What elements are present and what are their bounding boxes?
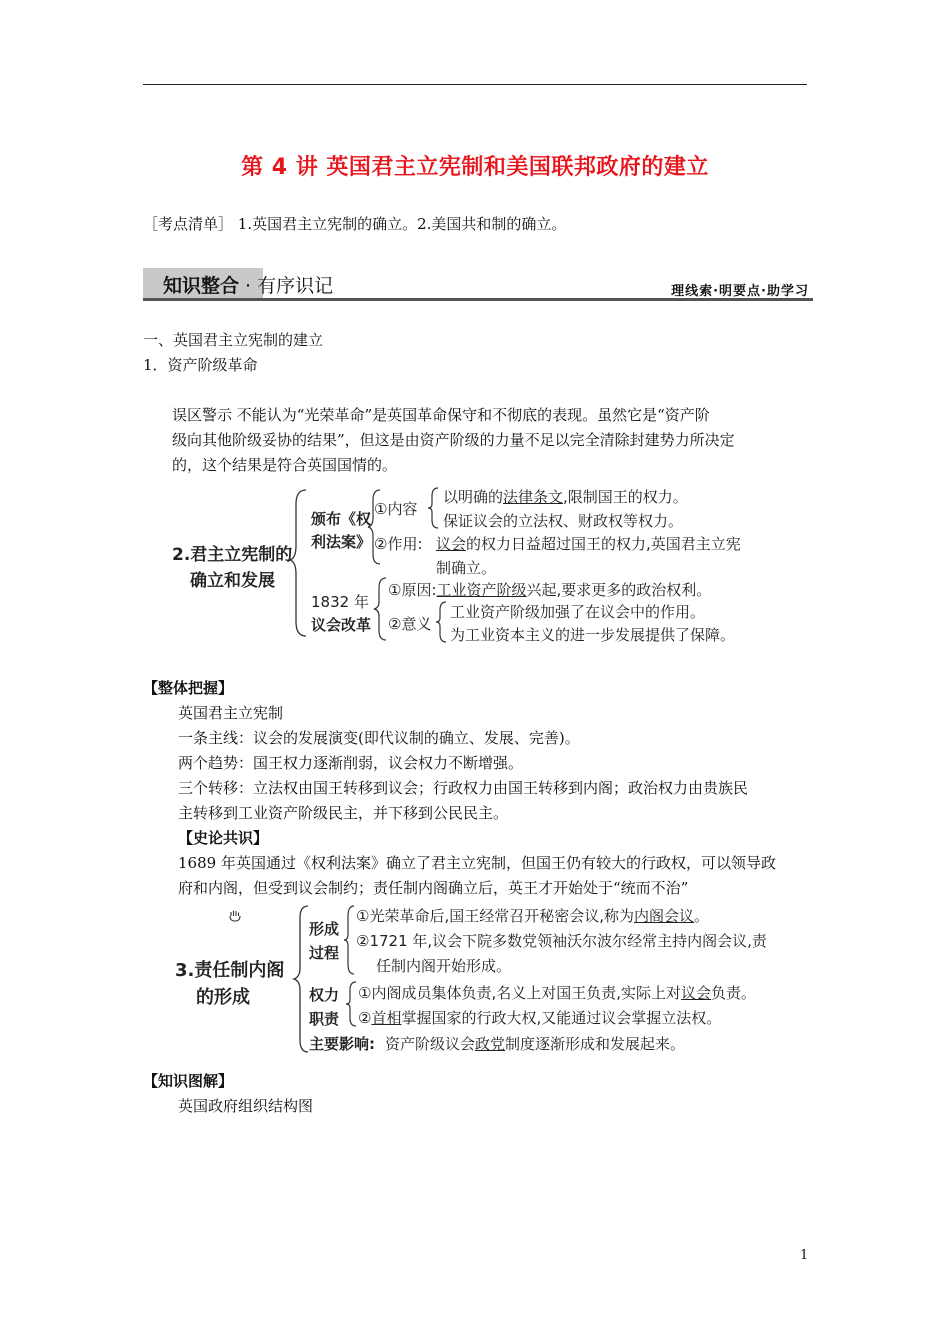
- overall-line-4: 三个转移：立法权由国王转移到议会；行政权力由国王转移到内阁；政治权力由贵族民: [178, 779, 749, 797]
- page-title: 第 4 讲 英国君主立宪制和美国联邦政府的建立: [241, 155, 709, 180]
- page-number: 1: [800, 1248, 809, 1263]
- formation-label-1: 形成: [309, 920, 340, 938]
- bill-content-line-2: 保证议会的立法权、财政权等权力。: [443, 512, 684, 530]
- subsection-heading: 1．资产阶级革命: [143, 356, 258, 374]
- warning-line-2: 级向其他阶级妥协的结果”，但这是由资产阶级的力量不足以完全清除封建势力所决定: [172, 431, 735, 449]
- impact-label: 主要影响:: [309, 1035, 375, 1053]
- banner-left-title: 知识整合 · 有序识记: [163, 275, 334, 297]
- reform-meaning-line-2: 为工业资本主义的进一步发展提供了保障。: [450, 626, 736, 644]
- overall-heading: 【整体把握】: [143, 679, 234, 697]
- reform-meaning-line-1: 工业资产阶级加强了在议会中的作用。: [450, 603, 706, 621]
- reform-reason: ①原因:工业资产阶级兴起,要求更多的政治权利。: [388, 581, 712, 599]
- branch-bill-of-rights-1: 颁布《权: [311, 510, 372, 528]
- bill-effect-label: ②作用:: [374, 535, 423, 553]
- history-heading: 【史论共识】: [178, 829, 269, 847]
- section-heading: 一、英国君主立宪制的建立: [143, 331, 324, 349]
- diagram2-main-line-2: 确立和发展: [190, 571, 275, 591]
- overall-line-3: 两个趋势：国王权力逐渐削弱，议会权力不断增强。: [178, 754, 524, 772]
- exam-points: ［考点清单］ 1.英国君主立宪制的确立。2.美国共和制的确立。: [143, 215, 567, 233]
- bill-effect-line-2: 制确立。: [436, 559, 497, 577]
- brace-meaning: [436, 600, 450, 644]
- overall-line-5: 主转移到工业资产阶级民主，并下移到公民民主。: [178, 804, 509, 822]
- formation-label-2: 过程: [309, 944, 340, 962]
- formation-line-3: 任制内阁开始形成。: [376, 957, 512, 975]
- header-rule: [143, 84, 807, 85]
- reform-meaning-label: ②意义: [388, 615, 432, 633]
- power-label-2: 职责: [309, 1010, 340, 1028]
- banner-right-slogan: 理线索·明要点·助学习: [671, 284, 809, 299]
- overall-line-1: 英国君主立宪制: [178, 704, 284, 722]
- diagram-caption: 英国政府组织结构图: [178, 1097, 314, 1115]
- formation-line-2: ②1721 年,议会下院多数党领袖沃尔波尔经常主持内阁会议,责: [356, 932, 767, 950]
- bill-content-label: ①内容: [374, 500, 418, 518]
- warning-line-3: 的，这个结果是符合英国国情的。: [172, 456, 398, 474]
- power-line-1: ①内阁成员集体负责,名义上对国王负责,实际上对议会负责。: [358, 984, 757, 1002]
- brace-main: [290, 488, 310, 638]
- bill-content-line-1: 以明确的法律条文,限制国王的权力。: [443, 488, 688, 506]
- branch-reform-1832-1: 1832 年: [311, 593, 369, 611]
- diagram3-main-line-1: 3.责任制内阁: [175, 960, 285, 981]
- overall-line-2: 一条主线：议会的发展演变(即代议制的确立、发展、完善)。: [178, 729, 580, 747]
- warning-line-1: 误区警示 不能认为“光荣革命”是英国革命保守和不彻底的表现。虽然它是“资产阶: [172, 406, 710, 424]
- diagram2-main-line-1: 2.君主立宪制的: [172, 545, 293, 565]
- formation-line-1: ①光荣革命后,国王经常召开秘密会议,称为内阁会议。: [356, 907, 710, 925]
- diagram3-main-line-2: 的形成: [196, 987, 250, 1008]
- branch-bill-of-rights-2: 利法案》: [311, 533, 372, 551]
- section-banner: [143, 268, 813, 302]
- power-label-1: 权力: [309, 986, 340, 1004]
- brace-content: [428, 486, 442, 530]
- diagram-section-heading: 【知识图解】: [143, 1072, 234, 1090]
- hand-pointer-icon: [228, 908, 242, 922]
- branch-reform-1832-2: 议会改革: [311, 616, 372, 634]
- history-line-1: 1689 年英国通过《权利法案》确立了君主立宪制，但国王仍有较大的行政权，可以领导政: [178, 854, 776, 872]
- impact-text: 资产阶级议会政党制度逐渐形成和发展起来。: [385, 1035, 686, 1053]
- history-line-2: 府和内阁，但受到议会制约；责任制内阁确立后，英王才开始处于“统而不治”: [178, 879, 689, 897]
- bill-effect-line-1: 议会的权力日益超过国王的权力,英国君主立宪: [436, 535, 741, 553]
- power-line-2: ②首相掌握国家的行政大权,又能通过议会掌握立法权。: [358, 1009, 722, 1027]
